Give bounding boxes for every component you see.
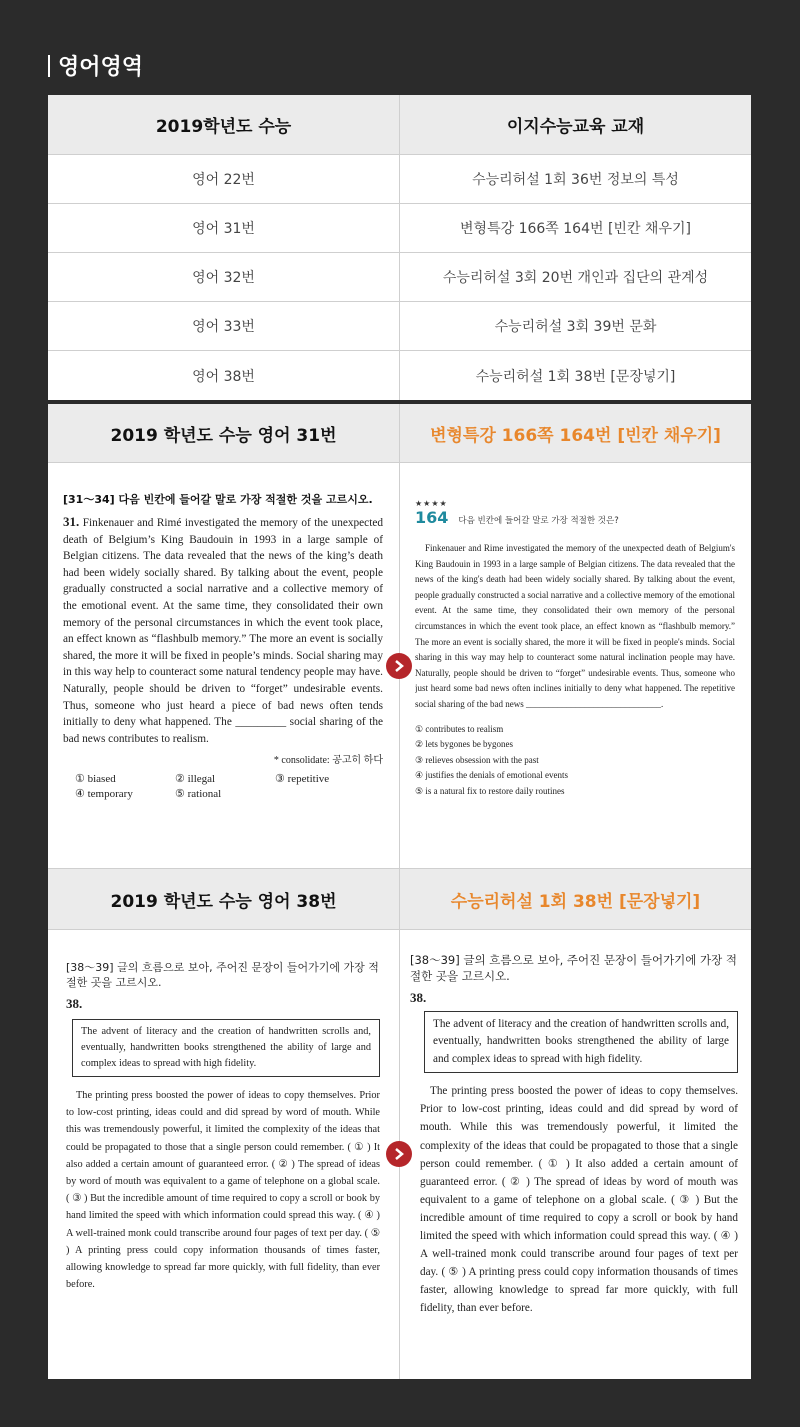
table-cell: 수능리허설 3회 20번 개인과 집단의 관계성 [399, 253, 751, 301]
arrow-right-icon [386, 653, 412, 679]
choice: ③ relieves obsession with the past [415, 754, 539, 765]
exam-question-31 [63, 491, 383, 868]
section-title-text: 영어영역 [58, 55, 144, 80]
choice: ④ justifies the denials of emotional events [415, 770, 569, 781]
table-cell: 영어 33번 [192, 319, 255, 335]
difficulty-stars: ★★★★ [415, 499, 448, 508]
table-header [48, 95, 751, 155]
textbook-question-38 [410, 952, 738, 1379]
header-cell: 이지수능교육 교재 [399, 95, 751, 154]
question-instruction: [31～34] 다음 빈칸에 들어갈 말로 가장 적절한 것을 고르시오. [63, 493, 373, 506]
textbook-question-164 [415, 499, 735, 868]
given-sentence: The advent of literacy and the creation of handwritten scrolls and, eventually, handwritten books strengthened the ability of large and complex ideas to spread with high fidelity. [72, 1019, 380, 1077]
right-title: 수능리허설 1회 38번 [문장넣기] [399, 869, 751, 929]
choice: ③ repetitive [275, 773, 330, 786]
table-row [48, 253, 751, 302]
choice: ② lets bygones be bygones [415, 739, 514, 750]
exam-question-38 [66, 960, 380, 1379]
section-title [48, 50, 143, 81]
comparison-header [48, 404, 751, 463]
passage-text: The printing press boosted the power of ideas to copy themselves. Prior to low-cost printing, ideas could and did spread by word of mouth. While this was tremendously powerful, it limited the complexity of the ideas that could be propagated to those that a single person could remember. ( ① ) It also added a certain amount of guaranteed error. ( ② ) The spread of ideas by word of mouth was equivalent to a game of telephone on a global scale. ( ③ ) But the incredible amount of time required to copy a scroll or book by hand limited the speed with which information could spread this way. ( ④ ) A well-trained monk could transcribe around four pages of text per day. ( ⑤ ) A printing press could copy information thousands of times faster, allowing knowledge to spread far more quickly, with full fidelity, than ever before. [66, 1090, 380, 1291]
table-cell: 영어 31번 [192, 221, 255, 237]
choice: ① contributes to realism [415, 723, 504, 734]
question-instruction: [38～39] 글의 흐름으로 보아, 주어진 문장이 들어가기에 가장 적절한 곳을 고르시오. [410, 953, 738, 983]
left-title: 2019 학년도 수능 영어 38번 [48, 869, 399, 929]
table-row [48, 302, 751, 351]
table-cell: 수능리허설 3회 39번 문화 [399, 302, 751, 350]
passage-text: Finkenauer and Rime investigated the memory of the unexpected death of Belgium's King Baudouin in 1993 in a large sample of Belgian citizens. The data revealed that the news of the king's death had been widely socially shared. By talking about the event, people gradually constructed a social narrative and a collective memory of the emotional event. At the same time, they consolidated their own memory of the personal circumstances in which the event took place, an effect known as “flashbulb memory.” The more an event is socially shared, the more it will be fixed in people's minds. Social sharing in this way may help to counteract some natural inclination people may have. Naturally, people should be driven to “forget” undesirable events. Thus, someone who just heard some bad news often inclines initially to deny what happened. The repetitive social sharing of the bad news ______________________________. [415, 543, 735, 709]
question-number: 31. [63, 514, 80, 529]
question-passage [63, 514, 383, 747]
question-number: 38. [66, 996, 83, 1011]
right-title: 변형특강 166쪽 164번 [빈칸 채우기] [399, 404, 751, 462]
table-cell: 수능리허설 1회 38번 [문장넣기] [399, 351, 751, 400]
comparison-header [48, 868, 751, 930]
given-sentence: The advent of literacy and the creation of handwritten scrolls and, eventually, handwritten books strengthened the ability of large and complex ideas to spread with high fidelity. [424, 1011, 738, 1073]
comparison-31 [48, 404, 751, 868]
question-instruction: 다음 빈칸에 들어갈 말로 가장 적절한 것은? [458, 516, 619, 526]
choice: ① biased [75, 773, 116, 786]
choices [415, 722, 735, 800]
choice: ④ temporary [75, 788, 133, 801]
footnote: * consolidate: 공고히 하다 [273, 755, 383, 767]
choice: ⑤ is a natural fix to restore daily routines [415, 785, 565, 796]
choice: ② illegal [175, 773, 216, 786]
arrow-right-icon [386, 1141, 412, 1167]
table-cell: 영어 38번 [192, 368, 255, 385]
title-bar [48, 55, 50, 77]
question-number: 38. [410, 990, 427, 1005]
left-title: 2019 학년도 수능 영어 31번 [48, 404, 399, 462]
table-row [48, 155, 751, 204]
comparison-body [48, 463, 751, 868]
table-row [48, 351, 751, 400]
choices [63, 772, 383, 800]
passage-text: Finkenauer and Rimé investigated the memory of the unexpected death of Belgium’s King Baudouin in 1993 in a large sample of Belgian citizens. The data revealed that the news of the king’s death had been widely socially shared. By talking about the event, people gradually constructed a social narrative and a collective memory of the emotional event. At the same time, they consolidated their own memory of the personal circumstances in which the event took place, an effect known as “flashbulb memory.” The more an event is socially shared, the more it will be fixed in people’s minds. Social sharing may in this way help to counteract some natural tendency people may have. Naturally, people should be driven to “forget” undesirable events. Thus, someone who just heard a piece of bad news often tends initially to deny what happened. The _________ social sharing of the bad news contributes to realism. [63, 517, 383, 745]
table-cell: 수능리허설 1회 36번 정보의 특성 [399, 155, 751, 203]
choice: ⑤ rational [175, 788, 222, 801]
table-cell: 영어 22번 [192, 172, 255, 188]
table-cell: 영어 32번 [192, 270, 255, 286]
question-number: 164 [415, 508, 449, 527]
table-cell: 변형특강 166쪽 164번 [빈칸 채우기] [399, 204, 751, 252]
comparison-body [48, 930, 751, 1379]
mapping-table [48, 95, 751, 400]
passage-text: The printing press boosted the power of ideas to copy themselves. Prior to low-cost printing, ideas could and did spread by word of mouth. While this was tremendously powerful, it limited the complexity of the ideas that could be propagated to those that a single person could remember. ( ① ) It also added a certain amount of guaranteed error. ( ② ) The spread of ideas by word of mouth was equivalent to a game of telephone on a global scale. ( ③ ) But the incredible amount of time required to copy a scroll or book by hand limited the speed with which information could spread this way. ( ④ ) A well-trained monk could transcribe around four pages of text per day. ( ⑤ ) A printing press could copy information thousands of times faster, allowing knowledge to spread far more quickly, with full fidelity, than ever before. [420, 1085, 738, 1315]
question-instruction: [38～39] 글의 흐름으로 보아, 주어진 문장이 들어가기에 가장 적절한 곳을 고르시오. [66, 961, 379, 989]
comparison-38 [48, 868, 751, 1379]
header-cell: 2019학년도 수능 [48, 95, 399, 154]
table-row [48, 204, 751, 253]
